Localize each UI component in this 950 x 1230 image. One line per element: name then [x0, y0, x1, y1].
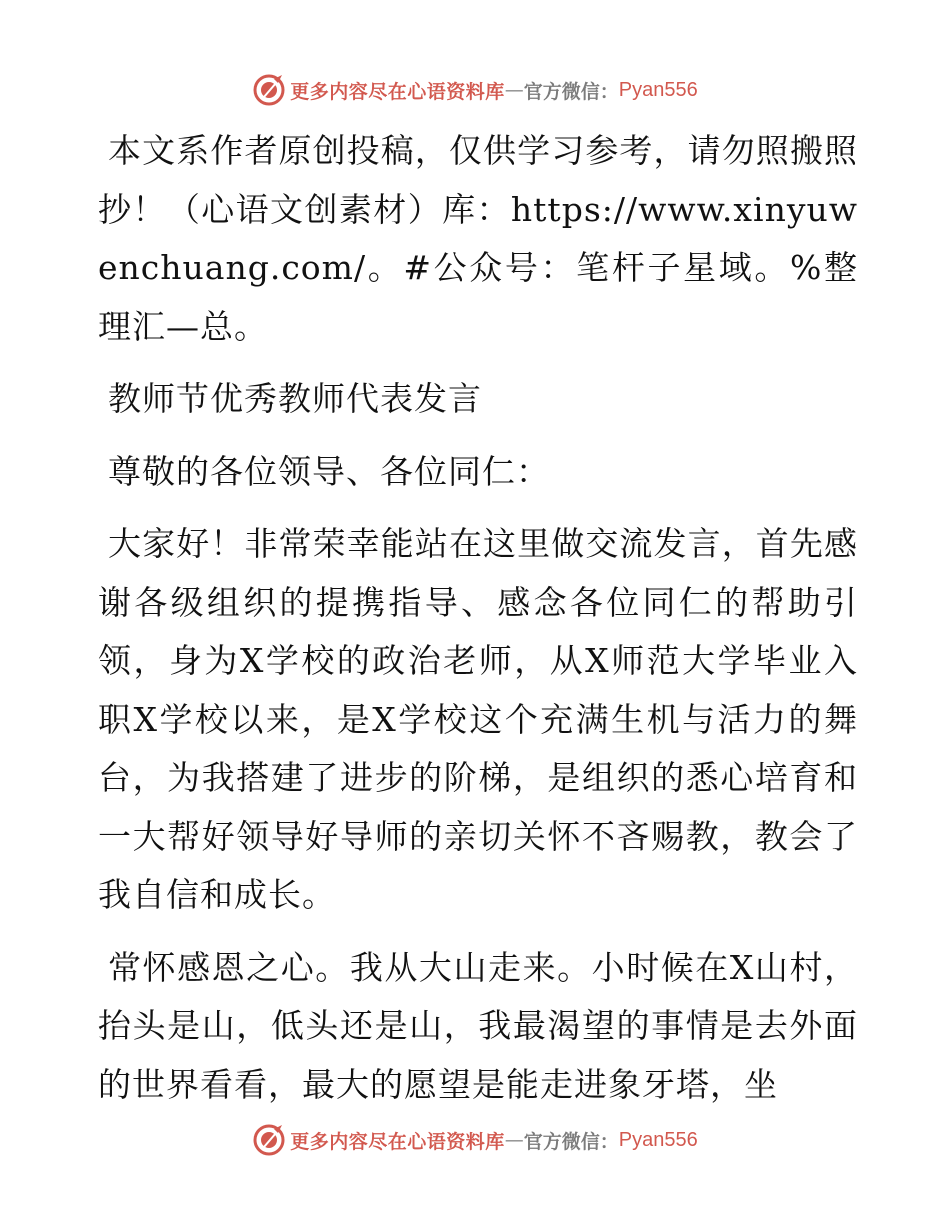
footer-wechat-label: 官方微信：	[523, 1130, 619, 1153]
footer-site-text: 更多内容尽在心语资料库	[290, 1130, 505, 1153]
footer-dash: —	[504, 1129, 524, 1151]
header-banner	[0, 70, 950, 110]
paragraph-1: 大家好！非常荣幸能站在这里做交流发言，首先感谢各级组织的提携指导、感念各位同仁的帮助引领，身为X学校的政治老师，从X师范大学毕业入职X学校以来，是X学校这个充满生机与活力的舞台，为我搭建了进步的阶梯，是组织的悉心培育和一大帮好领导好导师的亲切关怀不吝赐教，教会了我自信和成长。	[98, 524, 858, 914]
pen-circle-logo-icon	[252, 1123, 286, 1157]
pen-circle-logo-icon	[252, 73, 286, 107]
footer-wechat-id: Pyan556	[618, 1128, 698, 1151]
document-body	[98, 122, 858, 1128]
speech-title: 教师节优秀教师代表发言	[108, 379, 482, 418]
paragraph-2: 常怀感恩之心。我从大山走来。小时候在X山村，抬头是山，低头还是山，我最渴望的事情是去外面的世界看看，最大的愿望是能走进象牙塔，坐	[98, 947, 858, 1104]
salutation: 尊敬的各位领导、各位同仁：	[108, 451, 550, 491]
header-wechat-id: Pyan556	[618, 78, 698, 101]
footer-banner	[0, 1120, 950, 1160]
header-site-text: 更多内容尽在心语资料库	[290, 80, 505, 103]
header-dash: —	[504, 79, 524, 101]
header-wechat-label: 官方微信：	[523, 80, 619, 103]
copyright-notice: 本文系作者原创投稿，仅供学习参考，请勿照搬照抄！（心语文创素材）库：https://www.xinyuwenchuang.com/。#公众号：笔杆子星域。%整理汇—总。	[98, 131, 858, 346]
